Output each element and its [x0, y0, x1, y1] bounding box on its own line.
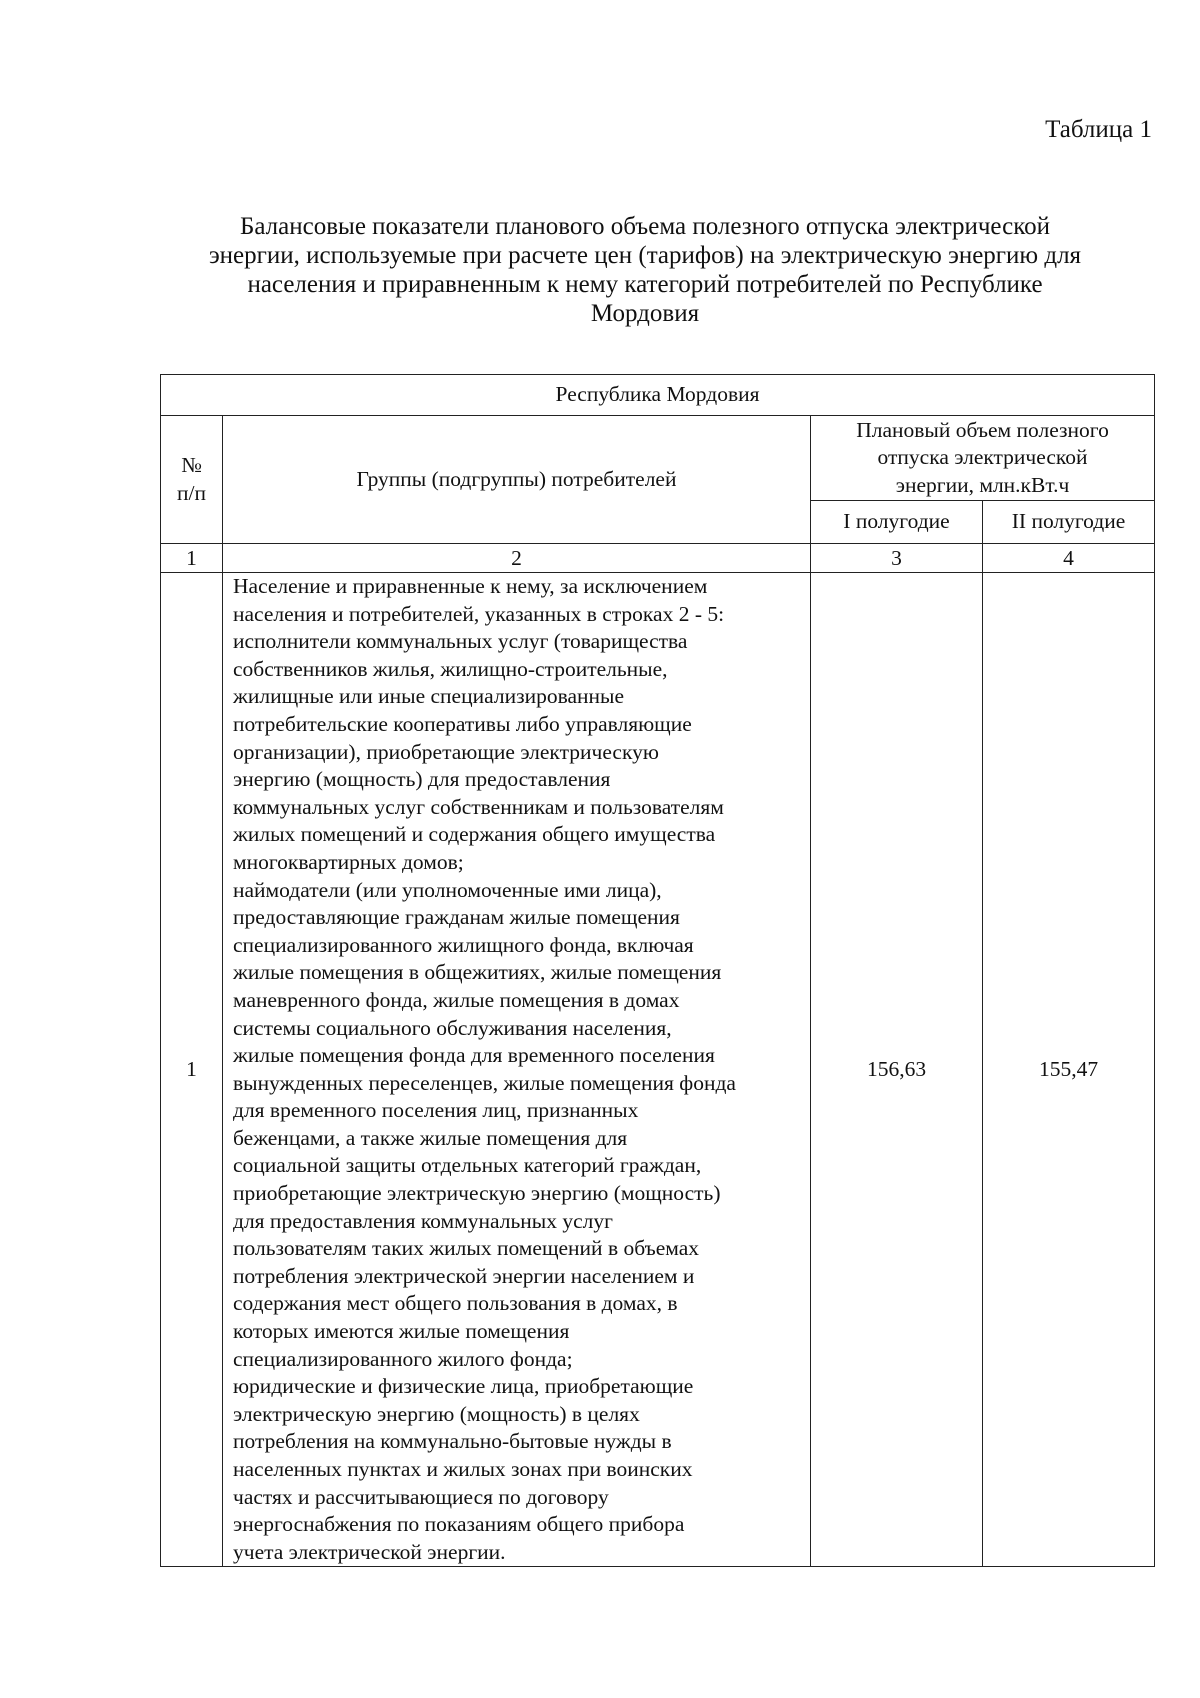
- description-line: многоквартирных домов;: [233, 849, 464, 874]
- description-line: социальной защиты отдельных категорий граждан,: [233, 1153, 702, 1178]
- description-line: организации), приобретающие электрическую: [233, 739, 659, 764]
- description-line: жилые помещения в общежитиях, жилые помещения: [233, 960, 722, 985]
- volume-header-line: энергии, млн.кВт.ч: [895, 472, 1070, 497]
- row-description: [223, 573, 811, 1567]
- description-line: учета электрической энергии.: [233, 1539, 506, 1564]
- description-line: которых имеются жилые помещения: [233, 1319, 570, 1344]
- volume-header-line: отпуска электрической: [877, 445, 1088, 470]
- description-line: населения и потребителей, указанных в строках 2 - 5:: [233, 601, 725, 626]
- description-line: для временного поселения лиц, признанных: [233, 1098, 639, 1123]
- half1-value: 156,63: [811, 573, 983, 1567]
- volume-column-header: [811, 416, 1155, 501]
- groups-column-header: Группы (подгруппы) потребителей: [223, 416, 811, 544]
- number-header-line: №: [181, 452, 202, 477]
- number-column-header: [161, 416, 223, 544]
- description-line: жилищные или иные специализированные: [233, 684, 624, 709]
- number-header-line: п/п: [177, 480, 206, 505]
- region-header: Республика Мордовия: [161, 375, 1155, 416]
- balance-table: [160, 374, 1155, 1567]
- description-line: системы социального обслуживания населения,: [233, 1015, 672, 1040]
- description-line: потребительские кооперативы либо управляющие: [233, 711, 692, 736]
- half1-header: I полугодие: [811, 501, 983, 544]
- table-label: Таблица 1: [1045, 116, 1152, 143]
- column-number: 1: [161, 544, 223, 573]
- title-line: Мордовия: [590, 300, 700, 327]
- description-line: наймодатели (или уполномоченные ими лица),: [233, 877, 662, 902]
- region-header-row: [161, 375, 1155, 416]
- row-number: 1: [161, 573, 223, 1567]
- column-number: 2: [223, 544, 811, 573]
- description-line: предоставляющие гражданам жилые помещения: [233, 905, 680, 930]
- description-line: для предоставления коммунальных услуг: [233, 1208, 613, 1233]
- description-line: энергию (мощность) для предоставления: [233, 767, 611, 792]
- description-line: собственников жилья, жилищно-строительные,: [233, 656, 668, 681]
- description-line: Население и приравненные к нему, за исключением: [233, 574, 708, 598]
- description-line: электрическую энергию (мощность) в целях: [233, 1401, 640, 1426]
- table-row: [161, 573, 1155, 1567]
- column-number-row: [161, 544, 1155, 573]
- half2-value: 155,47: [983, 573, 1155, 1567]
- column-number: 3: [811, 544, 983, 573]
- description-line: содержания мест общего пользования в домах, в: [233, 1291, 678, 1316]
- column-number: 4: [983, 544, 1155, 573]
- description-line: жилые помещения фонда для временного поселения: [233, 1043, 715, 1068]
- title-line: энергии, используемые при расчете цен (тарифов) на электрическую энергию для: [208, 242, 1082, 269]
- column-header-row: [161, 416, 1155, 501]
- description-line: маневренного фонда, жилые помещения в домах: [233, 987, 680, 1012]
- description-line: потребления на коммунально-бытовые нужды в: [233, 1429, 672, 1454]
- description-line: юридические и физические лица, приобретающие: [233, 1374, 694, 1399]
- description-line: приобретающие электрическую энергию (мощность): [233, 1181, 721, 1206]
- document-title: [140, 212, 1150, 328]
- description-line: исполнители коммунальных услуг (товарищества: [233, 629, 688, 654]
- description-line: специализированного жилого фонда;: [233, 1346, 573, 1371]
- title-line: населения и приравненным к нему категорий потребителей по Республике: [247, 271, 1043, 298]
- volume-header-line: Плановый объем полезного: [856, 417, 1109, 442]
- description-line: частях и рассчитывающиеся по договору: [233, 1484, 609, 1509]
- description-line: жилых помещений и содержания общего имущества: [233, 822, 716, 847]
- description-line: пользователям таких жилых помещений в объемах: [233, 1236, 700, 1261]
- description-line: вынужденных переселенцев, жилые помещения фонда: [233, 1070, 736, 1095]
- description-line: потребления электрической энергии населением и: [233, 1263, 695, 1288]
- description-line: специализированного жилищного фонда, включая: [233, 932, 694, 957]
- description-line: беженцами, а также жилые помещения для: [233, 1125, 628, 1150]
- description-line: коммунальных услуг собственникам и пользователям: [233, 794, 724, 819]
- half2-header: II полугодие: [983, 501, 1155, 544]
- description-line: населенных пунктах и жилых зонах при воинских: [233, 1457, 693, 1481]
- title-line: Балансовые показатели планового объема полезного отпуска электрической: [240, 213, 1050, 240]
- description-line: энергоснабжения по показаниям общего прибора: [233, 1512, 685, 1537]
